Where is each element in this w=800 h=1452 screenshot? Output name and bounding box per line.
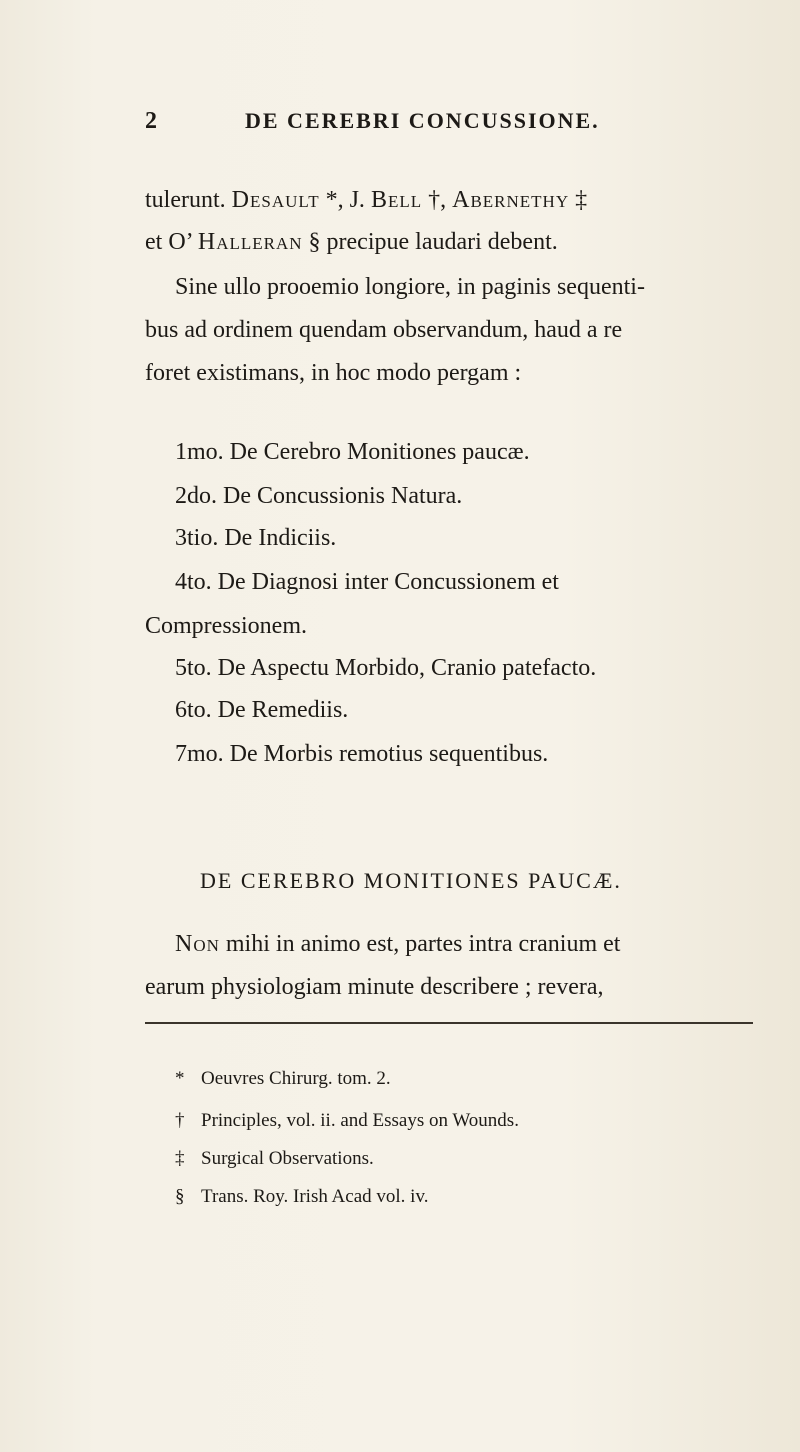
author-halleran: Halleran	[197, 229, 303, 255]
text-fragment: tulerunt.	[145, 187, 226, 213]
text-fragment: *, J.	[319, 187, 371, 213]
footnote-mark: ‡	[175, 1148, 185, 1169]
list-item: 1mo. De Cerebro Monitiones paucæ.	[175, 439, 530, 465]
body-line-3: Sine ullo prooemio longiore, in paginis sequenti-	[175, 274, 645, 300]
footnote-text: Trans. Roy. Irish Acad vol. iv.	[201, 1186, 429, 1207]
paragraph-line-1	[175, 932, 620, 956]
text-fragment: § precipue laudari debent.	[302, 229, 558, 255]
page-number: 2	[145, 108, 158, 134]
footnote	[175, 1187, 428, 1206]
footnote-mark: †	[175, 1110, 185, 1131]
footnote-mark: *	[175, 1068, 185, 1089]
footnote-text: Oeuvres Chirurg. tom. 2.	[201, 1068, 391, 1089]
list-item-continuation: Compressionem.	[145, 613, 307, 639]
text-fragment: ‡	[569, 187, 588, 213]
author-abernethy: Abernethy	[452, 187, 570, 213]
footnote	[175, 1111, 519, 1130]
list-item: 7mo. De Morbis remotius sequentibus.	[175, 741, 549, 767]
footnote-divider	[145, 1022, 753, 1024]
body-line-2	[145, 230, 558, 254]
footnote	[175, 1149, 374, 1168]
footnote-text: Principles, vol. ii. and Essays on Wounds.	[201, 1110, 519, 1131]
list-item: 3tio. De Indiciis.	[175, 525, 337, 551]
paragraph-line-2: earum physiologiam minute describere ; revera,	[145, 974, 604, 1000]
text-fragment: et O’	[145, 229, 198, 255]
author-bell: Bell	[370, 187, 423, 213]
body-line-1	[145, 188, 587, 212]
section-heading: DE CEREBRO MONITIONES PAUCÆ.	[200, 868, 622, 893]
list-item: 2do. De Concussionis Natura.	[175, 483, 463, 509]
text-fragment: mihi in animo est, partes intra cranium et	[219, 931, 621, 957]
list-item: 4to. De Diagnosi inter Concussionem et	[175, 569, 559, 595]
author-desault: Desault	[231, 187, 320, 213]
body-line-5: foret existimans, in hoc modo pergam :	[145, 360, 522, 386]
footnote-mark: §	[175, 1186, 185, 1207]
running-title: DE CEREBRI CONCUSSIONE.	[245, 108, 600, 133]
list-item: 6to. De Remediis.	[175, 697, 349, 723]
footnote	[175, 1069, 391, 1088]
body-line-4: bus ad ordinem quendam observandum, haud a re	[145, 317, 623, 343]
text-fragment: Non	[175, 931, 220, 957]
list-item: 5to. De Aspectu Morbido, Cranio patefacto.	[175, 655, 597, 681]
text-fragment: †,	[422, 187, 453, 213]
footnote-text: Surgical Observations.	[201, 1148, 374, 1169]
